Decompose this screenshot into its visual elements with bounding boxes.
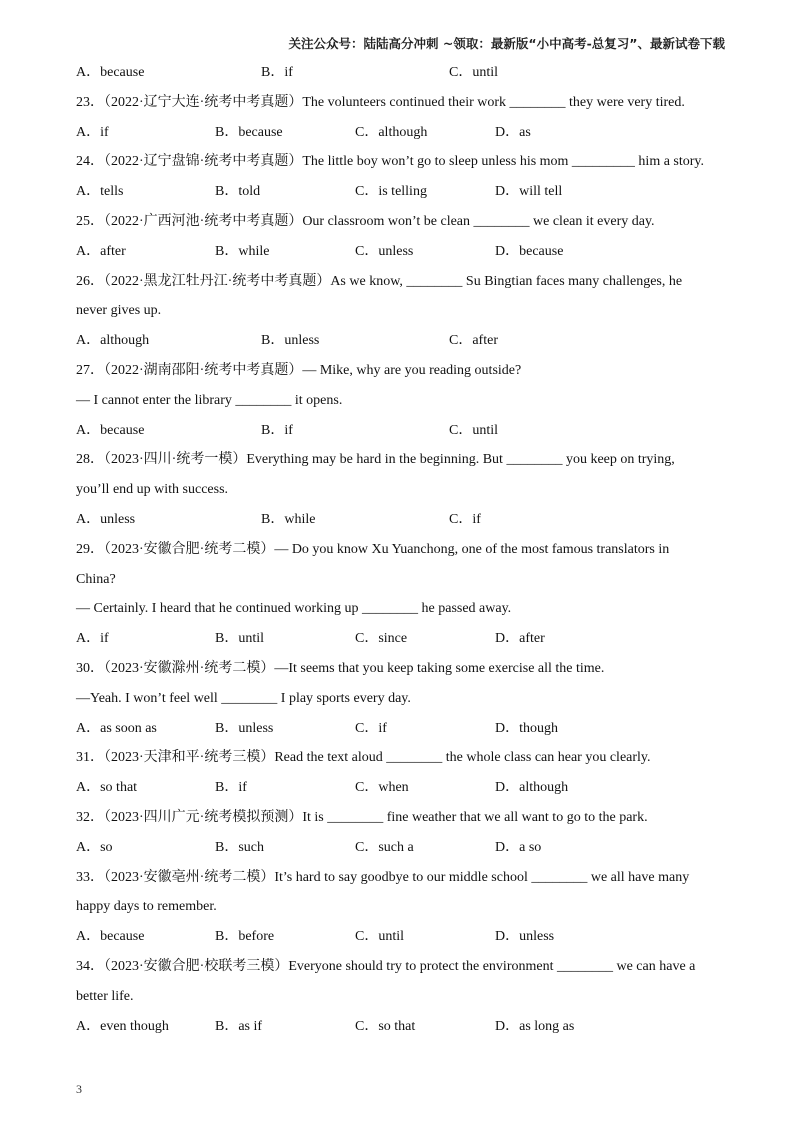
answer-option: B．as if bbox=[215, 1018, 263, 1034]
options-row bbox=[76, 177, 736, 207]
question-text-line: better life. bbox=[76, 988, 134, 1004]
options-row bbox=[76, 833, 736, 863]
answer-option: A．unless bbox=[76, 511, 136, 527]
question-text-line: 28．（2023·四川·统考一模）Everything may be hard in the beginning. But ________ you keep on trying, bbox=[76, 452, 675, 468]
answer-option: C．if bbox=[449, 511, 481, 527]
question-text-line: 34．（2023·安徽合肥·校联考三模）Everyone should try to protect the environment ________ we can have a bbox=[76, 958, 696, 974]
options-row bbox=[76, 773, 736, 803]
question-text-line: 26．（2022·黑龙江牡丹江·统考中考真题）As we know, ________ Su Bingtian faces many challenges, he bbox=[76, 273, 683, 289]
question-text-line: — Certainly. I heard that he continued working up ________ he passed away. bbox=[76, 601, 512, 617]
answer-option: B．if bbox=[215, 780, 247, 796]
answer-option: B．if bbox=[261, 65, 293, 80]
question-text-line: you’ll end up with success. bbox=[76, 482, 229, 498]
answer-option: C．is telling bbox=[355, 184, 427, 200]
answer-option: C．after bbox=[449, 333, 498, 349]
question-text-line: — I cannot enter the library ________ it opens. bbox=[76, 392, 343, 408]
options-row bbox=[76, 237, 736, 267]
options-row bbox=[76, 58, 736, 88]
question-text-line: 27．（2022·湖南邵阳·统考中考真题）— Mike, why are you reading outside? bbox=[76, 362, 522, 378]
options-row bbox=[76, 326, 736, 356]
answer-option: C．until bbox=[355, 929, 405, 945]
question-text-line: 24．（2022·辽宁盘锦·统考中考真题）The little boy won’t go to sleep unless his mom _________ him a story. bbox=[76, 154, 705, 170]
answer-option: D．after bbox=[495, 631, 545, 647]
answer-option: D．though bbox=[495, 720, 558, 736]
answer-option: B．such bbox=[215, 839, 264, 855]
options-row bbox=[76, 922, 736, 952]
question-text-line: —Yeah. I won’t feel well ________ I play sports every day. bbox=[76, 690, 411, 706]
options-row bbox=[76, 118, 736, 148]
answer-option: B．unless bbox=[215, 720, 274, 736]
answer-option: A．because bbox=[76, 65, 145, 80]
question-text-line: 29．（2023·安徽合肥·统考二模）— Do you know Xu Yuanchong, one of the most famous translators in bbox=[76, 541, 670, 557]
question-text-line: never gives up. bbox=[76, 303, 162, 319]
answer-option: A．so bbox=[76, 839, 113, 855]
answer-option: C．such a bbox=[355, 839, 414, 855]
answer-option: C．since bbox=[355, 631, 408, 647]
options-row bbox=[76, 624, 736, 654]
answer-option: A．as soon as bbox=[76, 720, 157, 736]
options-row bbox=[76, 714, 736, 744]
answer-option: B．until bbox=[215, 631, 265, 647]
answer-option: D．although bbox=[495, 780, 569, 796]
question-text-line: 31．（2023·天津和平·统考三模）Read the text aloud ________ the whole class can hear you clearly. bbox=[76, 750, 651, 766]
answer-option: D．unless bbox=[495, 929, 555, 945]
answer-option: C．although bbox=[355, 124, 428, 140]
answer-option: B．because bbox=[215, 124, 283, 140]
options-row bbox=[76, 416, 736, 446]
answer-option: B．unless bbox=[261, 333, 320, 349]
question-text-line: 33．（2023·安徽亳州·统考二模）It’s hard to say goodbye to our middle school ________ we all have many bbox=[76, 869, 690, 885]
question-text-line: 25．（2022·广西河池·统考中考真题）Our classroom won’t be clean ________ we clean it every day. bbox=[76, 213, 655, 229]
answer-option: D．will tell bbox=[495, 184, 563, 200]
answer-option: B．if bbox=[261, 422, 293, 438]
answer-option: C．so that bbox=[355, 1018, 416, 1034]
answer-option: B．before bbox=[215, 929, 275, 945]
answer-option: A．if bbox=[76, 124, 109, 140]
page-number: 3 bbox=[76, 1082, 82, 1096]
answer-option: C．if bbox=[355, 720, 387, 736]
answer-option: C．until bbox=[449, 65, 499, 80]
answer-option: C．when bbox=[355, 780, 409, 796]
page-header: 关注公众号：陆陆高分冲刺 ~领取：最新版“小中高考-总复习”、最新试卷下载 bbox=[288, 36, 725, 51]
answer-option: D．a so bbox=[495, 839, 542, 855]
answer-option: B．told bbox=[215, 184, 261, 200]
answer-option: D．as bbox=[495, 124, 531, 140]
question-text-line: 23．（2022·辽宁大连·统考中考真题）The volunteers continued their work ________ they were very tired. bbox=[76, 94, 685, 110]
answer-option: D．as long as bbox=[495, 1018, 575, 1034]
question-text-line: China? bbox=[76, 571, 116, 587]
answer-option: C．until bbox=[449, 422, 499, 438]
answer-option: A．so that bbox=[76, 780, 138, 796]
answer-option: A．although bbox=[76, 333, 150, 349]
answer-option: B．while bbox=[261, 511, 316, 527]
answer-option: D．because bbox=[495, 243, 564, 259]
answer-option: A．because bbox=[76, 929, 145, 945]
answer-option: A．after bbox=[76, 243, 126, 259]
question-text-line: happy days to remember. bbox=[76, 899, 217, 915]
question-text-line: 30．（2023·安徽滁州·统考二模）—It seems that you keep taking some exercise all the time. bbox=[76, 660, 605, 676]
options-row bbox=[76, 1012, 736, 1042]
answer-option: A．even though bbox=[76, 1018, 169, 1034]
question-text-line: 32．（2023·四川广元·统考模拟预测）It is ________ fine weather that we all want to go to the park. bbox=[76, 809, 648, 825]
answer-option: B．while bbox=[215, 243, 270, 259]
answer-option: C．unless bbox=[355, 243, 414, 259]
answer-option: A．tells bbox=[76, 184, 124, 200]
options-row bbox=[76, 505, 736, 535]
answer-option: A．if bbox=[76, 631, 109, 647]
question-list bbox=[76, 58, 736, 1041]
answer-option: A．because bbox=[76, 422, 145, 438]
